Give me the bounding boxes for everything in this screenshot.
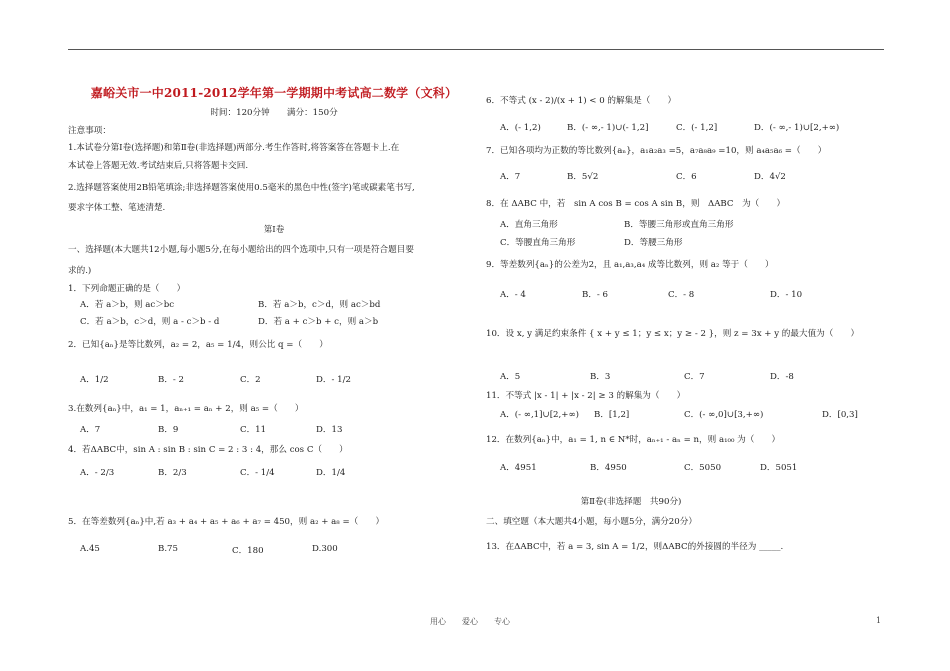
notes-line: 要求字体工整、笔迹清楚.	[68, 203, 166, 213]
section-1-instructions: 一、选择题(本大题共12小题,每小题5分,在每小题给出的四个选项中,只有一项是符合题目要	[68, 245, 414, 255]
question-2-option-b: B．- 2	[158, 375, 185, 385]
question-1-stem: 1．下列命题正确的是（ ）	[68, 284, 186, 294]
time-line: 时间：120分钟 满分：150分	[210, 108, 338, 118]
question-5-option-b: B.75	[158, 544, 178, 554]
question-12-option-b: B．4950	[590, 463, 627, 473]
question-6-option-d: D．(- ∞,- 1)∪[2,+∞)	[754, 123, 840, 133]
question-7-stem: 7．已知各项均为正数的等比数列{aₙ}，a₁a₂a₃ =5，a₇a₈a₉ =10，则 a₄a₅a₆ =（ ）	[486, 146, 827, 156]
question-4-option-a: A．- 2/3	[80, 468, 115, 478]
question-10-option-b: B．3	[590, 372, 611, 382]
question-5-option-a: A.45	[80, 544, 100, 554]
notes-line: 1.本试卷分第Ⅰ卷(选择题)和第Ⅱ卷(非选择题)两部分.考生作答时,将答案答在答题卡上.在	[68, 143, 400, 153]
question-5-stem: 5．在等差数列{aₙ}中,若 a₃ + a₄ + a₅ + a₆ + a₇ = 450，则 a₂ + a₈ =（ ）	[68, 517, 385, 527]
question-7-option-c: C．6	[676, 172, 697, 182]
question-12-option-d: D．5051	[760, 463, 798, 473]
question-2-option-d: D．- 1/2	[316, 375, 351, 385]
question-9-stem: 9．等差数列{aₙ}的公差为2，且 a₁,a₃,a₄ 成等比数列，则 a₂ 等于（ ）	[486, 260, 774, 270]
question-9-option-d: D．- 10	[770, 290, 803, 300]
question-1-option-c: C．若 a＞b，c＞d，则 a - c＞b - d	[80, 317, 220, 327]
question-4-stem: 4．若ΔABC中，sin A : sin B : sin C = 2 : 3 : 4，那么 cos C（ ）	[68, 445, 348, 455]
question-3-option-a: A．7	[80, 425, 101, 435]
question-7-option-d: D．4√2	[754, 172, 786, 182]
question-9-option-b: B．- 6	[582, 290, 609, 300]
question-3-option-b: B．9	[158, 425, 179, 435]
question-8-option-b: B．等腰三角形或直角三角形	[624, 220, 734, 230]
question-4-option-d: D．1/4	[316, 468, 346, 478]
question-13-stem: 13．在ΔABC中，若 a = 3, sin A = 1/2，则ΔABC的外接圆的半径为 _____.	[486, 542, 784, 552]
question-1-option-b: B．若 a＞b，c＞d，则 ac＞bd	[258, 300, 381, 310]
section-2-heading: 第Ⅱ卷(非选择题 共90分)	[580, 497, 682, 507]
question-2-option-c: C．2	[240, 375, 261, 385]
notes-line: 2.选择题答案使用2B铅笔填涂;非选择题答案使用0.5毫米的黑色中性(签字)笔或碳素笔书写,	[68, 183, 415, 193]
question-12-stem: 12．在数列{aₙ}中，a₁ = 1, n ∈ N*时，aₙ₊₁ - aₙ = n，则 a₁₀₀ 为（ ）	[486, 435, 781, 445]
question-2-option-a: A．1/2	[80, 375, 109, 385]
question-4-option-c: C．- 1/4	[240, 468, 275, 478]
section-1-heading: 第Ⅰ卷	[263, 225, 285, 235]
question-3-stem: 3.在数列{aₙ}中，a₁ = 1，aₙ₊₁ = aₙ + 2，则 a₅ =（ ）	[68, 404, 304, 414]
footer-motto: 用心 爱心 专心	[430, 617, 510, 626]
question-7-option-b: B．5√2	[567, 172, 599, 182]
question-8-option-a: A．直角三角形	[500, 220, 558, 230]
notes-heading: 注意事项：	[68, 126, 111, 136]
question-10-option-c: C．7	[684, 372, 705, 382]
question-8-option-d: D．等腰三角形	[624, 238, 683, 248]
question-11-option-d: D．[0,3]	[822, 410, 858, 420]
question-9-option-a: A．- 4	[500, 290, 526, 300]
section-2-instructions: 二、填空题（本大题共4小题，每小题5分，满分20分）	[486, 517, 697, 527]
question-9-option-c: C．- 8	[668, 290, 695, 300]
question-12-option-a: A．4951	[500, 463, 537, 473]
question-8-stem: 8．在 ΔABC 中，若 sin A cos B = cos A sin B，则 ΔABC 为（ ）	[486, 199, 786, 209]
exam-title: 嘉峪关市一中2011-2012学年第一学期期中考试高二数学（文科）	[90, 86, 458, 100]
page-number: 1	[876, 616, 882, 625]
question-6-stem: 6．不等式 (x - 2)/(x + 1) < 0 的解集是（ ）	[486, 96, 677, 106]
question-10-stem: 10．设 x, y 满足约束条件 { x + y ≤ 1；y ≤ x；y ≥ - 2 }，则 z = 3x + y 的最大值为（ ）	[486, 329, 860, 339]
question-7-option-a: A．7	[500, 172, 521, 182]
question-11-option-c: C．(- ∞,0]∪[3,+∞)	[684, 410, 764, 420]
question-10-option-d: D．-8	[770, 372, 794, 382]
question-3-option-c: C．11	[240, 425, 267, 435]
question-1-option-a: A．若 a＞b，则 ac＞bc	[80, 300, 175, 310]
section-1-instructions: 求的.)	[68, 266, 92, 276]
question-11-option-b: B．[1,2]	[594, 410, 630, 420]
question-6-option-a: A．(- 1,2)	[500, 123, 541, 133]
question-12-option-c: C．5050	[684, 463, 722, 473]
question-5-option-d: D.300	[312, 544, 338, 554]
question-4-option-b: B．2/3	[158, 468, 187, 478]
question-3-option-d: D．13	[316, 425, 343, 435]
question-2-stem: 2．已知{aₙ}是等比数列，a₂ = 2，a₅ = 1/4，则公比 q =（ ）	[68, 340, 328, 350]
question-5-option-c: C．180	[232, 546, 264, 556]
question-11-option-a: A．(- ∞,1]∪[2,+∞)	[500, 410, 579, 420]
question-1-option-d: D．若 a + c＞b + c，则 a＞b	[258, 317, 379, 327]
question-11-stem: 11．不等式 |x - 1| + |x - 2| ≥ 3 的解集为（ ）	[486, 391, 686, 401]
question-6-option-b: B．(- ∞,- 1)∪(- 1,2]	[567, 123, 649, 133]
question-6-option-c: C．(- 1,2]	[676, 123, 718, 133]
header-rule	[68, 49, 884, 50]
notes-line: 本试卷上答题无效.考试结束后,只将答题卡交回.	[68, 161, 249, 171]
question-8-option-c: C．等腰直角三角形	[500, 238, 576, 248]
question-10-option-a: A．5	[500, 372, 521, 382]
